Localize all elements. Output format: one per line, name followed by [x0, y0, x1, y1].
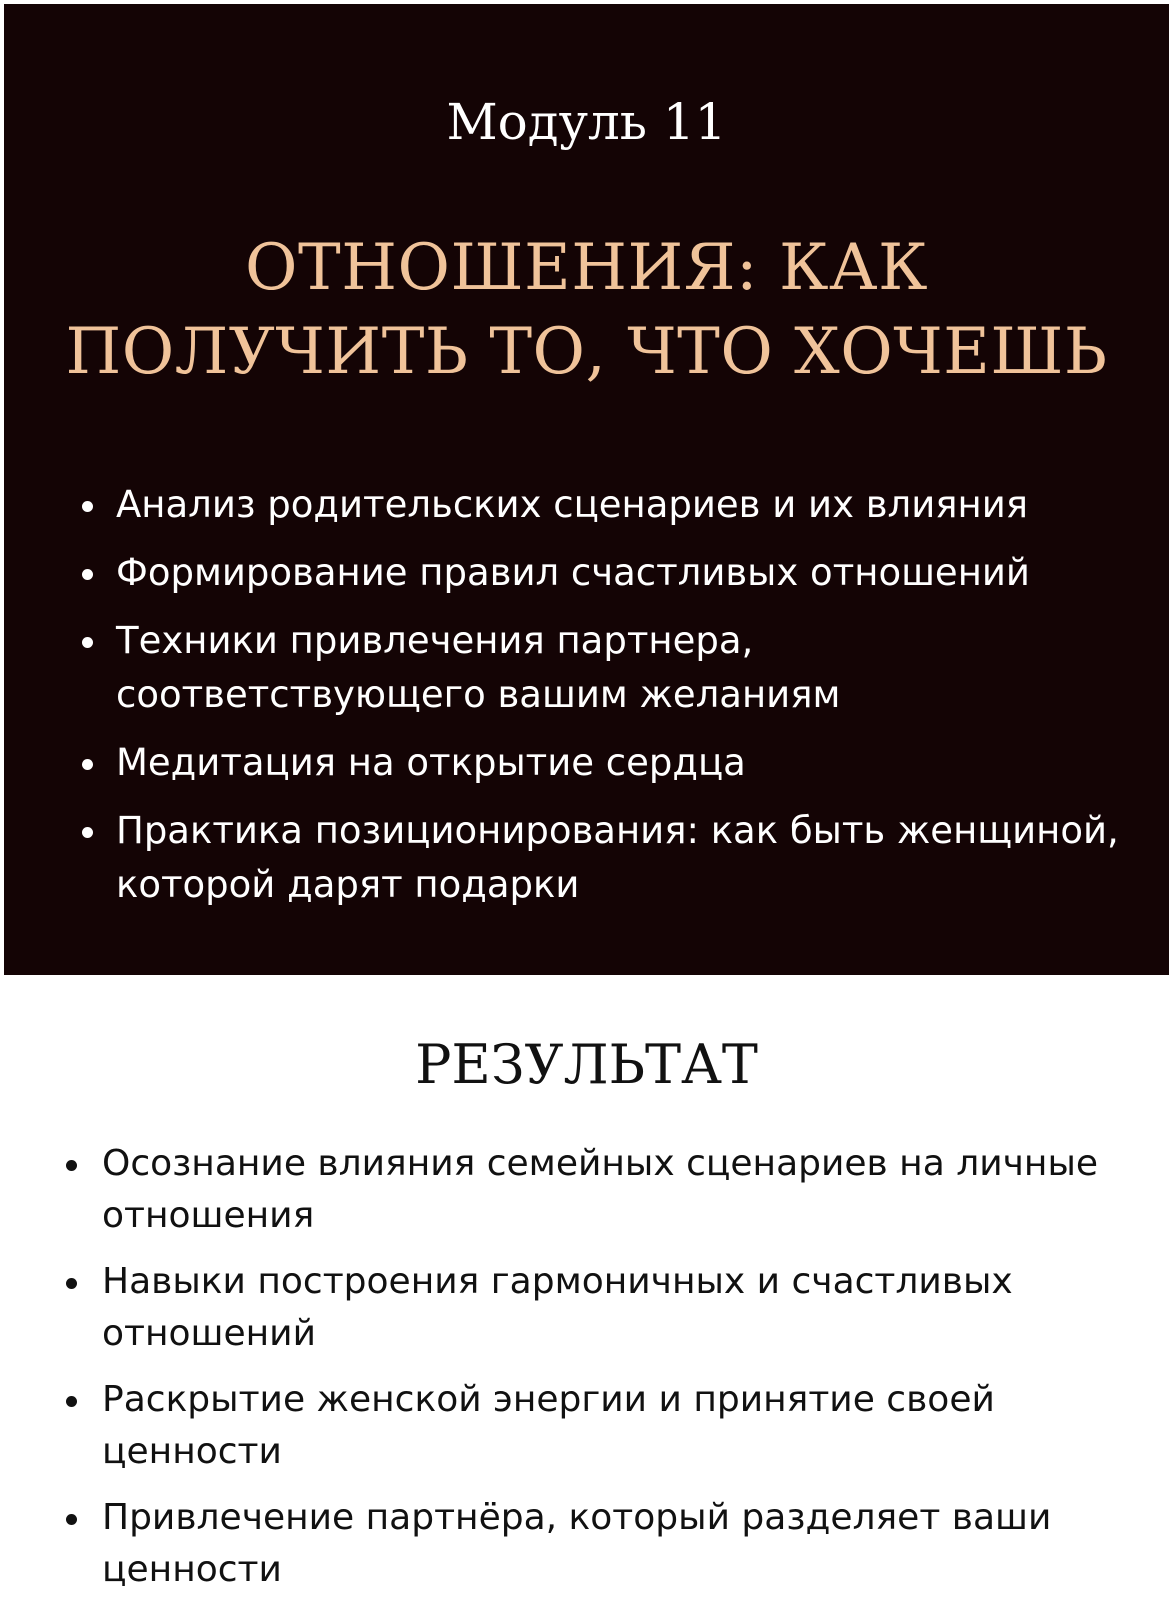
module-title-line-1: ОТНОШЕНИЯ: КАК: [245, 231, 928, 305]
topics-list: [4, 478, 1169, 926]
topic-item: Формирование правил счастливых отношений: [4, 546, 1169, 600]
result-item: Раскрытие женской энергии и принятие своей ценности: [0, 1374, 1173, 1478]
module-title-line-2: ПОЛУЧИТЬ ТО, ЧТО ХОЧЕШЬ: [65, 315, 1108, 389]
result-item: Навыки построения гармоничных и счастливых отношений: [0, 1256, 1173, 1360]
module-panel: [4, 4, 1169, 975]
topic-item: Анализ родительских сценариев и их влияния: [4, 478, 1169, 532]
results-list: [0, 1138, 1173, 1610]
result-item: Осознание влияния семейных сценариев на личные отношения: [0, 1138, 1173, 1242]
result-item: Привлечение партнёра, который разделяет ваши ценности: [0, 1492, 1173, 1596]
topic-item: Техники привлечения партнера, соответствующего вашим желаниям: [4, 614, 1169, 722]
module-label: Модуль 11: [446, 93, 727, 151]
topic-item: Медитация на открытие сердца: [4, 736, 1169, 790]
result-title: РЕЗУЛЬТАТ: [415, 1033, 758, 1096]
module-title: [4, 226, 1169, 394]
topic-item: Практика позиционирования: как быть женщиной, которой дарят подарки: [4, 804, 1169, 912]
